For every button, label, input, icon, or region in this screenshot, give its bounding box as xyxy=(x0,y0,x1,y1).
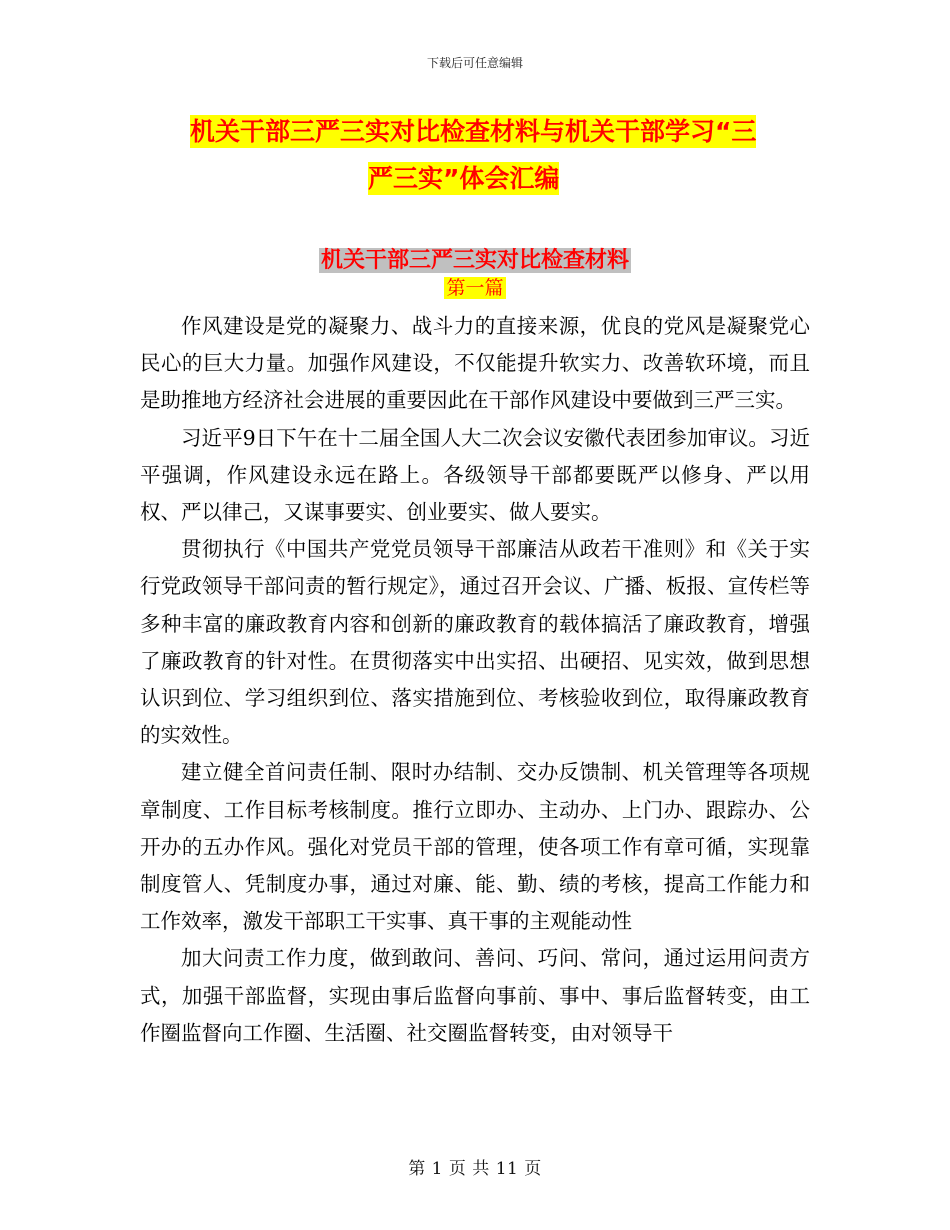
title-line-1: 机关干部三严三实对比检查材料与机关干部学习“三 xyxy=(190,117,757,146)
header-note: 下载后可任意编辑 xyxy=(426,56,523,70)
document-title xyxy=(190,108,830,202)
paragraph: 建立健全首问责任制、限时办结制、交办反馈制、机关管理等各项规章制度、工作目标考核制度。推行立即办、主动办、上门办、跟踪办、公开办的五办作风。强化对党员干部的管理，使各项工作有章可循，实现靠制度管人、凭制度办事，通过对廉、能、勤、绩的考核，提高工作能力和工作效率，激发干部职工干实事、真干事的主观能动性 xyxy=(140,760,810,934)
subsection-label: 第一篇 xyxy=(446,277,504,299)
paragraph: 贯彻执行《中国共产党党员领导干部廉洁从政若干准则》和《关于实行党政领导干部问责的暂行规定》，通过召开会议、广播、板报、宣传栏等多种丰富的廉政教育内容和创新的廉政教育的载体搞活了廉政教育，增强了廉政教育的针对性。在贯彻落实中出实招、出硬招、见实效，做到思想认识到位、学习组织到位、落实措施到位、考核验收到位，取得廉政教育的实效性。 xyxy=(140,537,810,748)
paragraph: 作风建设是党的凝聚力、战斗力的直接来源，优良的党风是凝聚党心民心的巨大力量。加强作风建设，不仅能提升软实力、改善软环境，而且是助推地方经济社会进展的重要因此在干部作风建设中要做到三严三实。 xyxy=(140,314,810,413)
paragraph: 加大问责工作力度，做到敢问、善问、巧问、常问，通过运用问责方式，加强干部监督，实现由事后监督向事前、事中、事后监督转变，由工作圈监督向工作圈、生活圈、社交圈监督转变，由对领导干 xyxy=(140,946,810,1045)
document-body xyxy=(140,308,810,1052)
title-line-2: 严三实”体会汇编 xyxy=(368,164,560,193)
page-footer: 第 1 页 共 11 页 xyxy=(408,1159,542,1179)
paragraph: 习近平9日下午在十二届全国人大二次会议安徽代表团参加审议。习近平强调，作风建设永远在路上。各级领导干部都要既严以修身、严以用权、严以律己，又谋事要实、创业要实、做人要实。 xyxy=(140,425,810,525)
section-title: 机关干部三严三实对比检查材料 xyxy=(320,248,629,273)
